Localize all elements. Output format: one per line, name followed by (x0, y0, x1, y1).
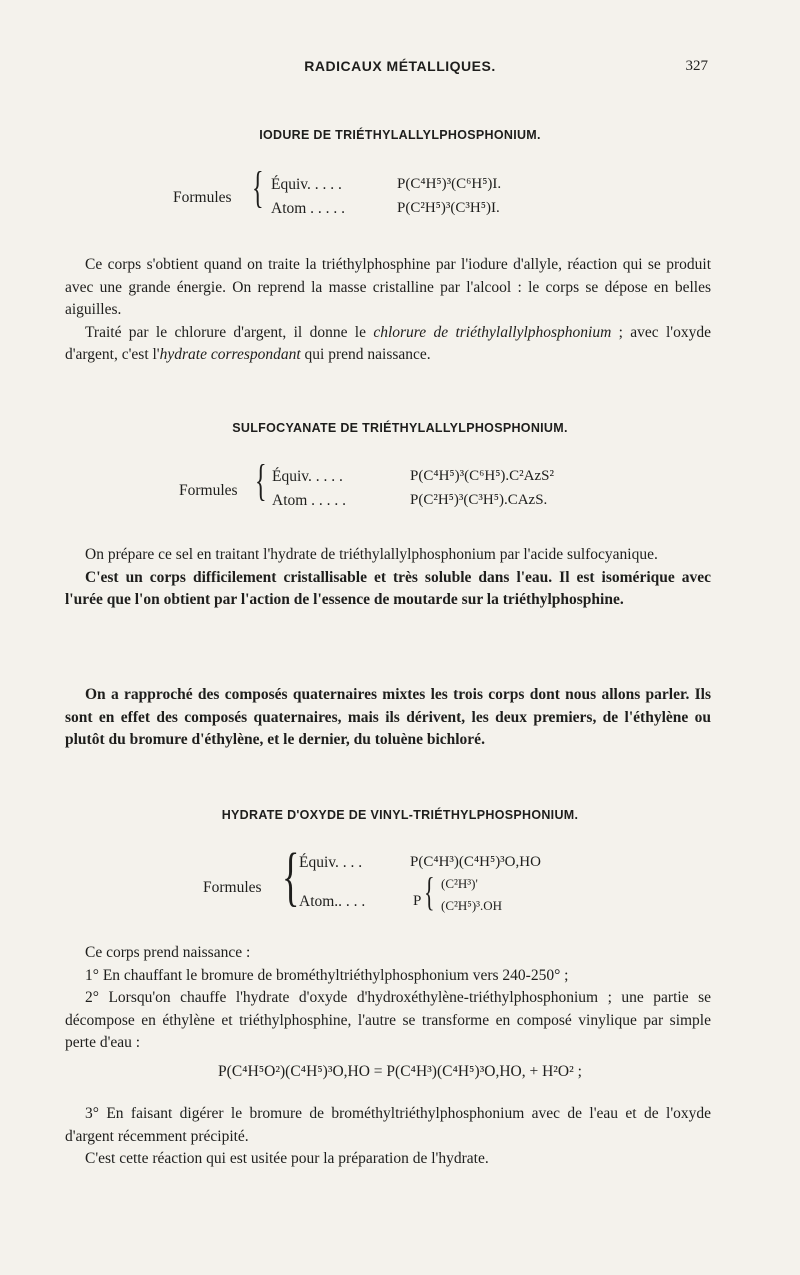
paragraph: C'est un corps difficilement cristallisable et très soluble dans l'eau. Il est isomérique avec l'urée que l'on obtient par l'action de l'essence de moutarde sur la triéthylphosphine. (65, 568, 711, 608)
running-head (0, 58, 800, 80)
italic-text: hydrate correspondant (159, 346, 301, 363)
brace-icon: { (255, 456, 267, 505)
formulas-label: Formules (203, 879, 262, 896)
list-item: 2° Lorsqu'on chauffe l'hydrate d'oxyde d'hydroxéthylène-triéthylphosphonium ; une partie se décompose en éthylène et triéthylphosphine, l'autre se transforme en composé vinylique par simple perte d'eau : (65, 989, 711, 1051)
brace-icon: { (282, 840, 300, 913)
section-heading-hydrate: HYDRATE D'OXYDE DE VINYL-TRIÉTHYLPHOSPHONIUM. (221, 808, 579, 822)
paragraph: On a rapproché des composés quaternaires mixtes les trois corps dont nous allons parler. Ils sont en effet des composés quaternaires, mais ils dérivent, les deux premiers, de l'éthylène ou plutôt du bromure d'éthylène, et le dernier, du toluène bichloré. (65, 686, 711, 748)
list-item: 1° En chauffant le bromure de brométhyltriéthylphosphonium vers 240-250° ; (85, 966, 569, 984)
section3-text (65, 942, 711, 1055)
section3-text-2 (65, 1103, 711, 1171)
section2-text (65, 544, 711, 612)
text-run: ; avec l'oxyde d'argent, c'est l' (65, 323, 711, 363)
atom-label: Atom . . . . . (272, 492, 347, 509)
equation: P(C⁴H⁵O²)(C⁴H⁵)³O,HO = P(C⁴H³)(C⁴H⁵)³O,HO, + H²O² ; (218, 1063, 582, 1080)
brace-icon: { (252, 163, 264, 212)
atom-formula-top: (C²H³)' (441, 876, 478, 891)
formulas-label: Formules (179, 482, 238, 499)
text-run: qui prend naissance. (300, 346, 431, 363)
atom-formula-bottom: (C²H⁵)³.OH (441, 898, 503, 913)
paragraph (65, 322, 711, 367)
equiv-formula: P(C⁴H⁵)³(C⁶H⁵).C²AzS² (410, 468, 554, 484)
paragraph: Ce corps s'obtient quand on traite la triéthylphosphine par l'iodure d'allyle, réaction qui se produit avec une grande énergie. On reprend la masse cristalline par l'alcool : le corps se dépose en belles aiguilles. (65, 256, 711, 318)
brace-icon: { (424, 869, 435, 914)
atom-label: Atom.. . . . (299, 893, 366, 910)
text-run: Traité par le chlorure d'argent, il donne le (85, 323, 374, 341)
equiv-label: Équiv. . . . (299, 854, 363, 871)
section2-text-2 (65, 684, 711, 752)
equiv-label: Équiv. . . . . (272, 468, 343, 485)
paragraph: On prépare ce sel en traitant l'hydrate de triéthylallylphosphonium par l'acide sulfocyanique. (85, 546, 658, 563)
paragraph: C'est cette réaction qui est usitée pour la préparation de l'hydrate. (85, 1150, 489, 1167)
atom-label: Atom . . . . . (271, 200, 346, 217)
section-heading-iodure: IODURE DE TRIÉTHYLALLYLPHOSPHONIUM. (259, 128, 541, 142)
section-heading-sulfocyanate: SULFOCYANATE DE TRIÉTHYLALLYLPHOSPHONIUM. (232, 421, 568, 435)
section1-text (65, 254, 711, 367)
page-number: 327 (685, 58, 708, 74)
italic-text: chlorure de triéthylallylphosphonium (373, 323, 612, 341)
equiv-label: Équiv. . . . . (271, 176, 342, 193)
paragraph: Ce corps prend naissance : (85, 944, 251, 961)
atom-p: P (413, 893, 422, 909)
formulas-label: Formules (173, 189, 232, 206)
atom-formula: P(C²H⁵)³(C³H⁵)I. (397, 200, 500, 216)
list-item: 3° En faisant digérer le bromure de brométhyltriéthylphosphonium avec de l'eau et de l'oxyde d'argent récemment précipité. (65, 1105, 711, 1145)
equiv-formula: P(C⁴H³)(C⁴H⁵)³O,HO (410, 854, 541, 870)
equiv-formula: P(C⁴H⁵)³(C⁶H⁵)I. (397, 176, 502, 192)
atom-formula: P(C²H⁵)³(C³H⁵).CAzS. (410, 492, 548, 508)
running-head-title: RADICAUX MÉTALLIQUES. (304, 58, 496, 74)
